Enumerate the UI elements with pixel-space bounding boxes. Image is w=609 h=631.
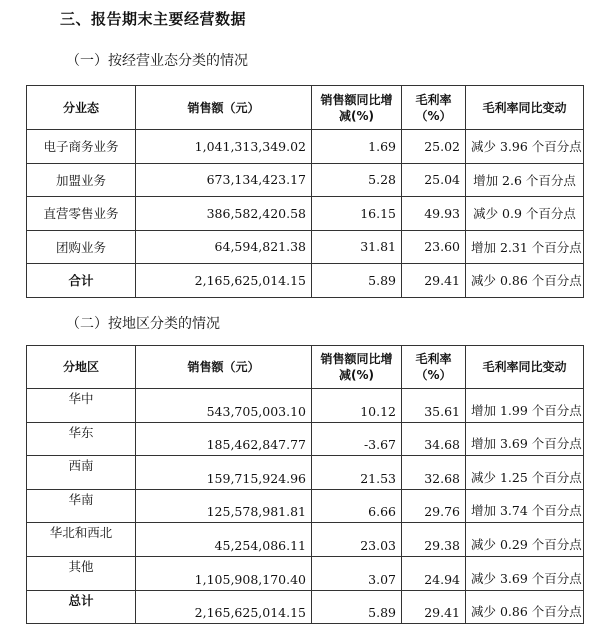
row-margin-change: 减少 0.29 个百分点 — [466, 523, 584, 557]
table-row — [27, 230, 584, 264]
row-sales: 185,462,847.77 — [136, 422, 312, 456]
row-sales-yoy: 23.03 — [312, 523, 402, 557]
row-margin-change: 减少 1.25 个百分点 — [466, 456, 584, 490]
row-gross-margin: 35.61 — [402, 389, 466, 423]
header-sales-yoy: 销售额同比增减(%) — [312, 86, 402, 130]
row-sales-yoy: 3.07 — [312, 556, 402, 590]
row-sales: 64,594,821.38 — [136, 230, 312, 264]
row-category: 华中 — [27, 389, 136, 423]
row-sales-yoy: -3.67 — [312, 422, 402, 456]
row-gross-margin: 29.41 — [402, 590, 466, 624]
row-sales-yoy: 21.53 — [312, 456, 402, 490]
table-row — [27, 130, 584, 164]
row-gross-margin: 32.68 — [402, 456, 466, 490]
table-row — [27, 389, 584, 423]
row-margin-change: 减少 0.86 个百分点 — [466, 590, 584, 624]
table-row — [27, 163, 584, 197]
table-row — [27, 422, 584, 456]
row-sales-yoy: 1.69 — [312, 130, 402, 164]
row-category: 直营零售业务 — [27, 197, 136, 231]
row-gross-margin: 25.04 — [402, 163, 466, 197]
table-total-row — [27, 590, 584, 624]
row-margin-change: 减少 0.9 个百分点 — [466, 197, 584, 231]
row-sales-yoy: 10.12 — [312, 389, 402, 423]
row-sales-yoy: 5.89 — [312, 590, 402, 624]
row-category: 华北和西北 — [27, 523, 136, 557]
table-header-row — [27, 346, 584, 389]
row-margin-change: 增加 2.31 个百分点 — [466, 230, 584, 264]
row-sales-yoy: 16.15 — [312, 197, 402, 231]
row-sales: 1,105,908,170.40 — [136, 556, 312, 590]
row-category: 西南 — [27, 456, 136, 490]
header-sales: 销售额（元） — [136, 86, 312, 130]
table-row — [27, 523, 584, 557]
header-sales: 销售额（元） — [136, 346, 312, 389]
row-margin-change: 增加 3.69 个百分点 — [466, 422, 584, 456]
header-gross-margin: 毛利率（%） — [402, 346, 466, 389]
row-category: 总计 — [27, 590, 136, 624]
row-sales-yoy: 6.66 — [312, 489, 402, 523]
row-margin-change: 增加 1.99 个百分点 — [466, 389, 584, 423]
row-gross-margin: 34.68 — [402, 422, 466, 456]
table-row — [27, 456, 584, 490]
row-gross-margin: 29.38 — [402, 523, 466, 557]
subtitle-by-region: （二）按地区分类的情况 — [66, 316, 220, 332]
row-sales: 386,582,420.58 — [136, 197, 312, 231]
header-sales-yoy: 销售额同比增减(%) — [312, 346, 402, 389]
row-sales: 543,705,003.10 — [136, 389, 312, 423]
header-margin-change: 毛利率同比变动 — [466, 86, 584, 130]
table-total-row — [27, 264, 584, 298]
row-sales: 45,254,086.11 — [136, 523, 312, 557]
row-category: 团购业务 — [27, 230, 136, 264]
row-margin-change: 减少 3.96 个百分点 — [466, 130, 584, 164]
row-sales: 125,578,981.81 — [136, 489, 312, 523]
row-gross-margin: 29.76 — [402, 489, 466, 523]
subtitle-by-format: （一）按经营业态分类的情况 — [66, 53, 248, 69]
row-gross-margin: 49.93 — [402, 197, 466, 231]
table-header-row — [27, 86, 584, 130]
table-row — [27, 489, 584, 523]
row-margin-change: 减少 3.69 个百分点 — [466, 556, 584, 590]
row-sales-yoy: 5.89 — [312, 264, 402, 298]
header-gross-margin: 毛利率（%） — [402, 86, 466, 130]
sales-by-format-table — [26, 85, 584, 298]
row-margin-change: 减少 0.86 个百分点 — [466, 264, 584, 298]
row-sales-yoy: 5.28 — [312, 163, 402, 197]
row-category: 合计 — [27, 264, 136, 298]
row-gross-margin: 24.94 — [402, 556, 466, 590]
row-sales: 2,165,625,014.15 — [136, 590, 312, 624]
row-margin-change: 增加 3.74 个百分点 — [466, 489, 584, 523]
row-sales-yoy: 31.81 — [312, 230, 402, 264]
row-gross-margin: 23.60 — [402, 230, 466, 264]
header-category: 分业态 — [27, 86, 136, 130]
row-category: 其他 — [27, 556, 136, 590]
row-sales: 159,715,924.96 — [136, 456, 312, 490]
row-category: 电子商务业务 — [27, 130, 136, 164]
row-category: 加盟业务 — [27, 163, 136, 197]
row-category: 华东 — [27, 422, 136, 456]
header-category: 分地区 — [27, 346, 136, 389]
table-row — [27, 197, 584, 231]
row-sales: 1,041,313,349.02 — [136, 130, 312, 164]
row-category: 华南 — [27, 489, 136, 523]
table-row — [27, 556, 584, 590]
row-sales: 673,134,423.17 — [136, 163, 312, 197]
sales-by-region-table — [26, 345, 584, 624]
header-margin-change: 毛利率同比变动 — [466, 346, 584, 389]
row-sales: 2,165,625,014.15 — [136, 264, 312, 298]
section-title: 三、报告期末主要经营数据 — [60, 10, 247, 28]
row-margin-change: 增加 2.6 个百分点 — [466, 163, 584, 197]
row-gross-margin: 25.02 — [402, 130, 466, 164]
row-gross-margin: 29.41 — [402, 264, 466, 298]
